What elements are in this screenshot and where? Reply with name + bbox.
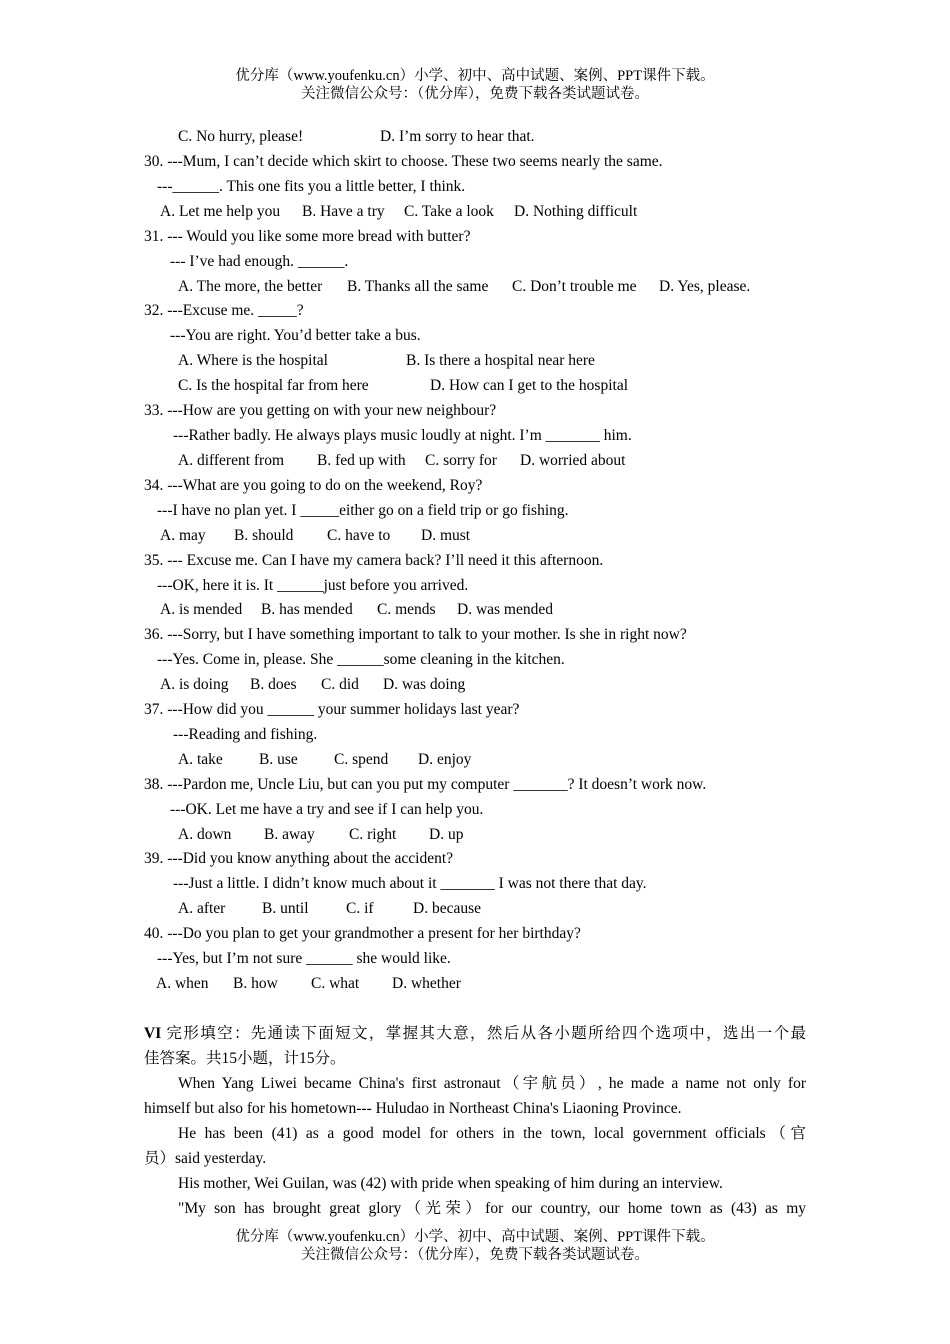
option-b: B. does bbox=[250, 676, 297, 693]
option-a: A. is mended bbox=[160, 601, 243, 618]
option-c: C. Is the hospital far from here bbox=[178, 377, 369, 394]
option-c: C. did bbox=[321, 676, 359, 693]
option-b: B. until bbox=[262, 900, 309, 917]
question-stem: 31. --- Would you like some more bread with butter? bbox=[144, 228, 471, 245]
question-stem: 39. ---Did you know anything about the accident? bbox=[144, 850, 454, 867]
option-c: C. spend bbox=[334, 751, 389, 768]
option-c: C. mends bbox=[377, 601, 436, 618]
option-b: B. should bbox=[234, 527, 294, 544]
question-stem: 38. ---Pardon me, Uncle Liu, but can you put my computer _______? It doesn’t work now. bbox=[144, 776, 707, 793]
option-b: B. Thanks all the same bbox=[347, 278, 489, 295]
question-reply: ---Just a little. I didn’t know much about it _______ I was not there that day. bbox=[173, 875, 647, 892]
option-d: D. worried about bbox=[520, 452, 626, 469]
passage-line: 员）said yesterday. bbox=[144, 1150, 267, 1167]
page-header bbox=[0, 67, 950, 103]
option-a: A. The more, the better bbox=[178, 278, 323, 295]
question-reply: ---OK. Let me have a try and see if I can help you. bbox=[170, 801, 484, 818]
question-reply: ---OK, here it is. It ______just before you arrived. bbox=[157, 577, 469, 594]
question-stem: 40. ---Do you plan to get your grandmother a present for her birthday? bbox=[144, 925, 581, 942]
passage-line: "My son has brought great glory（光荣）for our country, our home town as (43) as my bbox=[178, 1200, 806, 1217]
question-reply: --- I’ve had enough. ______. bbox=[170, 253, 349, 270]
option-d: D. Nothing difficult bbox=[514, 203, 638, 220]
passage-line: When Yang Liwei became China's first astronaut（宇航员）, he made a name not only for bbox=[178, 1075, 806, 1092]
option-a: A. is doing bbox=[160, 676, 229, 693]
question-reply: ---Yes. Come in, please. She ______some cleaning in the kitchen. bbox=[157, 651, 565, 668]
footer-line-2: 关注微信公众号：（优分库），免费下载各类试题试卷。 bbox=[301, 1247, 649, 1263]
option-a: A. down bbox=[178, 826, 232, 843]
option-a: A. after bbox=[178, 900, 226, 917]
option-a: A. Let me help you bbox=[160, 203, 281, 220]
option-b: B. has mended bbox=[261, 601, 353, 618]
question-reply: ---Rather badly. He always plays music loudly at night. I’m _______ him. bbox=[173, 427, 632, 444]
option-a: A. may bbox=[160, 527, 206, 544]
option-d: D. was doing bbox=[383, 676, 466, 693]
question-stem: 34. ---What are you going to do on the weekend, Roy? bbox=[144, 477, 483, 494]
option-c: C. Don’t trouble me bbox=[512, 278, 637, 295]
option-d: D. I’m sorry to hear that. bbox=[380, 128, 535, 145]
option-c: C. No hurry, please! bbox=[178, 128, 304, 145]
question-reply: ---______. This one fits you a little better, I think. bbox=[157, 178, 466, 195]
header-line-2: 关注微信公众号：（优分库），免费下载各类试题试卷。 bbox=[301, 86, 649, 102]
question-reply: ---Yes, but I’m not sure ______ she would like. bbox=[157, 950, 451, 967]
question-stem: 35. --- Excuse me. Can I have my camera back? I’ll need it this afternoon. bbox=[144, 552, 604, 569]
option-c: C. right bbox=[349, 826, 397, 843]
passage-line: His mother, Wei Guilan, was (42) with pride when speaking of him during an interview. bbox=[178, 1175, 723, 1192]
option-b: B. Is there a hospital near here bbox=[406, 352, 595, 369]
passage-line: He has been (41) as a good model for others in the town, local government officials（官 bbox=[178, 1125, 806, 1142]
option-b: B. how bbox=[233, 975, 278, 992]
option-c: C. if bbox=[346, 900, 374, 917]
passage-line: himself but also for his hometown--- Huludao in Northeast China's Liaoning Province. bbox=[144, 1100, 682, 1117]
question-stem: 33. ---How are you getting on with your new neighbour? bbox=[144, 402, 497, 419]
question-stem: 37. ---How did you ______ your summer holidays last year? bbox=[144, 701, 520, 718]
section-instructions bbox=[144, 1021, 806, 1046]
option-d: D. How can I get to the hospital bbox=[430, 377, 629, 394]
header-line-1: 优分库（www.youfenku.cn）小学、初中、高中试题、案例、PPT课件下载。 bbox=[235, 68, 715, 84]
option-d: D. enjoy bbox=[418, 751, 472, 768]
footer-line-1: 优分库（www.youfenku.cn）小学、初中、高中试题、案例、PPT课件下载。 bbox=[235, 1229, 715, 1245]
option-a: A. Where is the hospital bbox=[178, 352, 328, 369]
page-footer bbox=[0, 1228, 950, 1264]
option-c: C. have to bbox=[327, 527, 391, 544]
option-c: C. sorry for bbox=[425, 452, 497, 469]
question-stem: 30. ---Mum, I can’t decide which skirt to choose. These two seems nearly the same. bbox=[144, 153, 663, 170]
question-reply: ---I have no plan yet. I _____either go on a field trip or go fishing. bbox=[157, 502, 569, 519]
option-b: B. away bbox=[264, 826, 315, 843]
question-reply: ---Reading and fishing. bbox=[173, 726, 318, 743]
option-a: A. when bbox=[156, 975, 209, 992]
section-instructions-line-2: 佳答案。共15小题，计15分。 bbox=[144, 1050, 346, 1067]
question-stem: 36. ---Sorry, but I have something important to talk to your mother. Is she in right now? bbox=[144, 626, 687, 643]
option-c: C. Take a look bbox=[404, 203, 494, 220]
option-c: C. what bbox=[311, 975, 360, 992]
option-a: A. take bbox=[178, 751, 223, 768]
option-d: D. was mended bbox=[457, 601, 553, 618]
option-b: B. fed up with bbox=[317, 452, 406, 469]
section-instructions-line-1: 完形填空：先通读下面短文，掌握其大意，然后从各小题所给四个选项中，选出一个最 bbox=[166, 1025, 806, 1042]
option-d: D. Yes, please. bbox=[659, 278, 751, 295]
question-reply: ---You are right. You’d better take a bus. bbox=[170, 327, 421, 344]
option-a: A. different from bbox=[178, 452, 285, 469]
section-label: VI bbox=[144, 1025, 162, 1042]
option-d: D. up bbox=[429, 826, 464, 843]
option-d: D. whether bbox=[392, 975, 461, 992]
question-stem: 32. ---Excuse me. _____? bbox=[144, 302, 304, 319]
option-b: B. Have a try bbox=[302, 203, 385, 220]
option-d: D. because bbox=[413, 900, 481, 917]
option-b: B. use bbox=[259, 751, 298, 768]
option-d: D. must bbox=[421, 527, 471, 544]
